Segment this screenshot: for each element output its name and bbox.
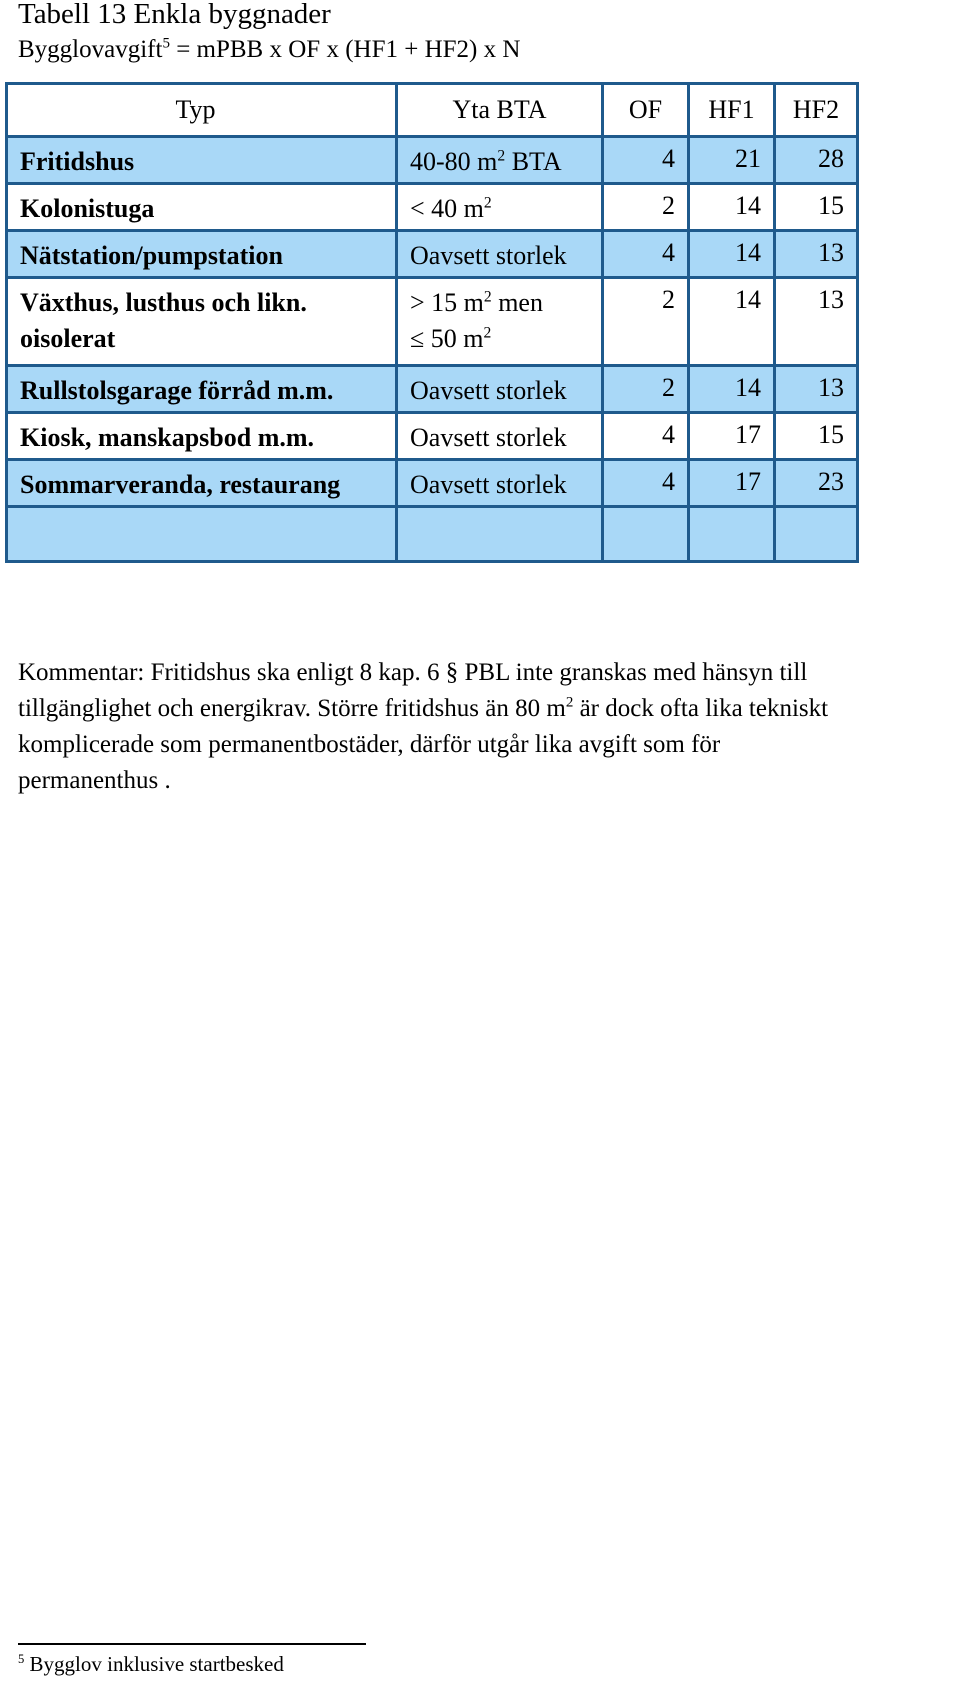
table-row xyxy=(7,460,858,507)
row-of: 2 xyxy=(603,184,689,231)
row-hf2: 13 xyxy=(775,278,858,366)
row-hf1: 14 xyxy=(689,231,775,278)
row-type: Nätstation/pumpstation xyxy=(7,231,397,278)
table-row xyxy=(7,413,858,460)
table-header-row xyxy=(7,84,858,137)
row-hf2: 15 xyxy=(775,413,858,460)
row-of: 2 xyxy=(603,278,689,366)
row-hf2: 15 xyxy=(775,184,858,231)
comment-line: Kommentar: Fritidshus ska enligt 8 kap. 6 § PBL inte granskas med hänsyn till xyxy=(18,659,808,686)
row-area: > 15 $m^2$ men ≤ 50 $m^2$ xyxy=(397,278,603,366)
row-area: 40-80 $m^2$ BTA xyxy=(397,137,603,184)
table-title: Tabell 13 Enkla byggnader xyxy=(18,0,331,30)
empty-cell xyxy=(603,507,689,562)
row-hf2: 13 xyxy=(775,366,858,413)
formula-rest: = mPBB x OF x (HF1 + HF2) x N xyxy=(169,36,521,63)
empty-cell xyxy=(689,507,775,562)
column-header-hf2: HF2 xyxy=(775,84,858,137)
column-header-hf1: HF1 xyxy=(689,84,775,137)
footnote-number: 5 xyxy=(18,1652,25,1666)
row-hf1: 17 xyxy=(689,413,775,460)
row-hf2: 23 xyxy=(775,460,858,507)
row-area: Oavsett storlek xyxy=(397,460,603,507)
row-area: Oavsett storlek xyxy=(397,413,603,460)
comment-line: tillgänglighet och energikrav. Större fritidshus än 80 $m^2$ är dock ofta lika tekniskt xyxy=(18,694,829,722)
row-of: 4 xyxy=(603,413,689,460)
row-hf1: 14 xyxy=(689,184,775,231)
table-row xyxy=(7,278,858,366)
row-hf2: 13 xyxy=(775,231,858,278)
footnote xyxy=(18,1652,284,1677)
row-of: 4 xyxy=(603,231,689,278)
row-area: Oavsett storlek xyxy=(397,231,603,278)
row-hf1: 14 xyxy=(689,278,775,366)
column-header-of: OF xyxy=(603,84,689,137)
row-area: Oavsett storlek xyxy=(397,366,603,413)
empty-cell xyxy=(397,507,603,562)
fee-table xyxy=(5,82,859,563)
empty-cell xyxy=(775,507,858,562)
comment-line: permanenthus . xyxy=(18,767,171,794)
row-type: Fritidshus xyxy=(7,137,397,184)
column-header-yta: Yta BTA xyxy=(397,84,603,137)
row-hf1: 17 xyxy=(689,460,775,507)
row-hf1: 21 xyxy=(689,137,775,184)
empty-cell xyxy=(7,507,397,562)
table-row xyxy=(7,366,858,413)
comment-line: komplicerade som permanentbostäder, därför utgår lika avgift som för xyxy=(18,731,721,758)
fee-formula xyxy=(18,36,520,64)
row-of: 4 xyxy=(603,137,689,184)
footnote-text: Bygglov inklusive startbesked xyxy=(24,1652,284,1676)
table-row xyxy=(7,184,858,231)
comment-paragraph xyxy=(18,655,958,799)
footnote-divider xyxy=(18,1643,366,1645)
column-header-typ: Typ xyxy=(7,84,397,137)
row-type: Rullstolsgarage förråd m.m. xyxy=(7,366,397,413)
row-hf2: 28 xyxy=(775,137,858,184)
row-area: < 40 $m^2$ xyxy=(397,184,603,231)
row-type: Växthus, lusthus och likn. oisolerat xyxy=(7,278,397,366)
formula-prefix: Bygglovavgift xyxy=(18,36,163,63)
footnote-ref: 5 xyxy=(162,35,170,52)
row-hf1: 14 xyxy=(689,366,775,413)
table-row xyxy=(7,231,858,278)
row-of: 2 xyxy=(603,366,689,413)
table-row-empty xyxy=(7,507,858,562)
table-row xyxy=(7,137,858,184)
row-type: Sommarveranda, restaurang xyxy=(7,460,397,507)
row-type: Kolonistuga xyxy=(7,184,397,231)
row-of: 4 xyxy=(603,460,689,507)
row-type: Kiosk, manskapsbod m.m. xyxy=(7,413,397,460)
